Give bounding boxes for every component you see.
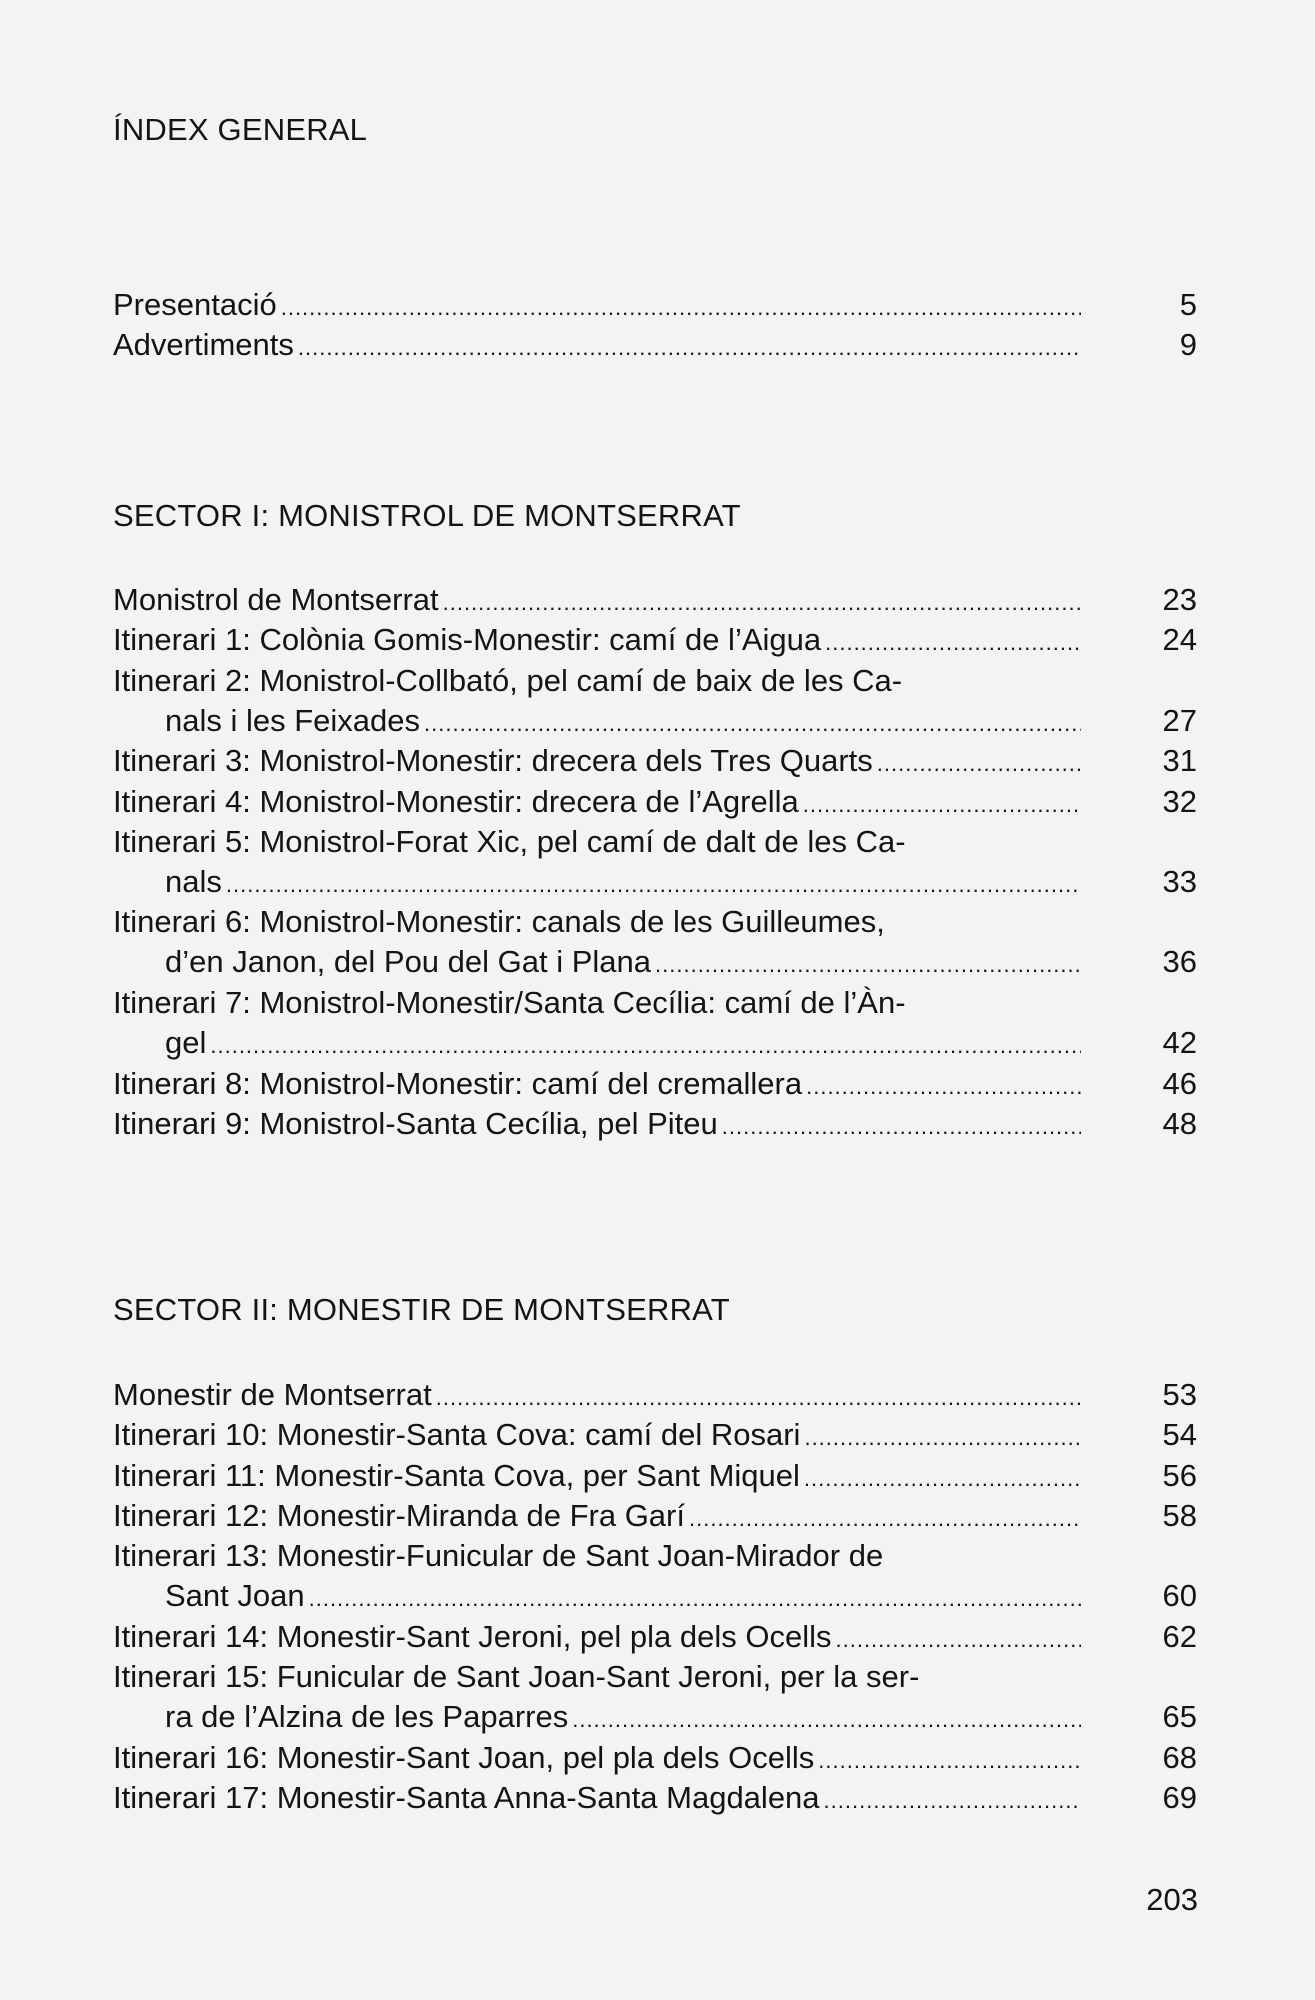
dot-leader [824, 1778, 1081, 1821]
toc-entry-text: Itinerari 8: Monistrol-Monestir: camí del cremallera [113, 1065, 803, 1101]
toc-entry [113, 1415, 1197, 1455]
toc-entry-line [113, 1778, 1197, 1818]
toc-page-number: 65 [1162, 1699, 1197, 1735]
sector-heading: SECTOR I: MONISTROL DE MONTSERRAT [113, 498, 741, 533]
toc-entry-text: nals [165, 863, 222, 899]
toc-entry-line [113, 1657, 1197, 1697]
toc-page-number: 32 [1162, 783, 1197, 819]
dot-leader [689, 1496, 1081, 1539]
toc-page-number: 58 [1162, 1497, 1197, 1533]
toc-entry-line [113, 1536, 1197, 1576]
dot-leader [825, 620, 1081, 663]
toc-entry [113, 782, 1197, 822]
toc-entry-text: Itinerari 10: Monestir-Santa Cova: camí del Rosari [113, 1417, 801, 1453]
dot-leader [281, 285, 1081, 328]
toc-entry-line [113, 862, 1197, 902]
toc-entry [113, 1456, 1197, 1496]
toc-page-number: 42 [1162, 1025, 1197, 1060]
toc-entry [113, 325, 1197, 365]
dot-leader [572, 1697, 1081, 1740]
toc-entry-text: Itinerari 6: Monistrol-Monestir: canals de les Guilleumes, [113, 904, 885, 940]
toc-entry-line [113, 1456, 1197, 1496]
dot-leader [877, 741, 1081, 784]
toc-page-number: 53 [1162, 1377, 1197, 1412]
page-number: 203 [1146, 1882, 1198, 1917]
toc-entry-text: Itinerari 17: Monestir-Santa Anna-Santa Magdalena [113, 1780, 820, 1815]
toc-entry [113, 1738, 1197, 1778]
dot-leader [226, 862, 1081, 905]
toc-entry-text: gel [165, 1025, 207, 1060]
toc-page-number: 69 [1162, 1780, 1197, 1815]
toc-entry-text: Itinerari 9: Monistrol-Santa Cecília, pel Piteu [113, 1105, 718, 1141]
toc-entry [113, 580, 1197, 620]
toc-entry-text: Itinerari 2: Monistrol-Collbató, pel camí de baix de les Ca- [113, 662, 903, 698]
dot-leader [818, 1738, 1081, 1781]
toc-entry-line [113, 1576, 1197, 1616]
toc-entry-line [113, 942, 1197, 982]
toc-entry-text: Itinerari 3: Monistrol-Monestir: drecera dels Tres Quarts [113, 743, 873, 779]
toc-entry-text: Itinerari 1: Colònia Gomis-Monestir: camí de l’Aigua [113, 622, 822, 658]
toc-entry-line [113, 1496, 1197, 1536]
toc-page-number: 60 [1162, 1578, 1197, 1614]
toc-entry-line [113, 822, 1197, 862]
toc-page-number: 36 [1162, 944, 1197, 980]
toc-entry-line [113, 325, 1197, 365]
dot-leader [210, 1023, 1081, 1066]
toc-entry [113, 661, 1197, 741]
toc-entry-text: Itinerari 14: Monestir-Sant Jeroni, pel pla dels Ocells [113, 1618, 832, 1654]
toc-page-number: 9 [1179, 327, 1197, 363]
index-title: ÍNDEX GENERAL [113, 112, 368, 147]
toc-entry-line [113, 285, 1197, 325]
dot-leader [722, 1104, 1081, 1147]
toc-entry-text: Itinerari 12: Monestir-Miranda de Fra Garí [113, 1497, 685, 1533]
dot-leader [443, 580, 1081, 623]
toc-entry [113, 620, 1197, 660]
toc-entry-text: Itinerari 16: Monestir-Sant Joan, pel pla dels Ocells [113, 1739, 815, 1775]
toc-entry-text: Itinerari 15: Funicular de Sant Joan-Sant Jeroni, per la ser- [113, 1659, 920, 1695]
toc-page-number: 46 [1162, 1065, 1197, 1101]
toc-page-number: 68 [1162, 1739, 1197, 1775]
toc-entry [113, 1104, 1197, 1144]
dot-leader [804, 1456, 1081, 1499]
toc-page-number: 48 [1162, 1105, 1197, 1141]
toc-entry-text: Monistrol de Montserrat [113, 582, 439, 617]
toc-page-number: 27 [1162, 702, 1197, 738]
toc-page-number: 62 [1162, 1618, 1197, 1654]
toc-entry-text: Monestir de Montserrat [113, 1377, 432, 1412]
toc-entry [113, 285, 1197, 325]
toc-entry-line [113, 620, 1197, 660]
toc-entry [113, 1536, 1197, 1616]
dot-leader [804, 1415, 1081, 1458]
toc-entry-text: ra de l’Alzina de les Paparres [165, 1699, 569, 1735]
toc-entry [113, 1657, 1197, 1737]
dot-leader [803, 782, 1081, 825]
toc-entry [113, 1617, 1197, 1657]
toc-entry-text: Itinerari 5: Monistrol-Forat Xic, pel camí de dalt de les Ca- [113, 823, 906, 859]
toc-entry-text: Presentació [113, 287, 277, 322]
dot-leader [806, 1064, 1081, 1107]
toc-page-number: 33 [1162, 863, 1197, 899]
toc-page-number: 31 [1162, 743, 1197, 779]
toc-entry-line [113, 1738, 1197, 1778]
dot-leader [436, 1375, 1081, 1418]
toc-entry-line [113, 1023, 1197, 1063]
dot-leader [655, 942, 1081, 985]
dot-leader [309, 1576, 1081, 1619]
toc-entry-text: Itinerari 4: Monistrol-Monestir: drecera de l’Agrella [113, 783, 799, 819]
toc-entry [113, 1778, 1197, 1818]
toc-entry-line [113, 1697, 1197, 1737]
toc-entry [113, 741, 1197, 781]
toc-entry-text: d’en Janon, del Pou del Gat i Plana [165, 944, 652, 980]
toc-entry [113, 822, 1197, 902]
toc-entry-line [113, 1064, 1197, 1104]
toc-entry-line [113, 1415, 1197, 1455]
toc-entry-line [113, 701, 1197, 741]
toc-page-number: 54 [1162, 1417, 1197, 1453]
toc-entry [113, 1375, 1197, 1415]
toc-entry-text: Advertiments [113, 327, 294, 363]
toc-entry-line [113, 1375, 1197, 1415]
toc-entry-text: Itinerari 11: Monestir-Santa Cova, per Sant Miquel [113, 1457, 800, 1493]
toc-entry-line [113, 1617, 1197, 1657]
dot-leader [298, 325, 1081, 368]
toc-page-number: 56 [1162, 1457, 1197, 1493]
dot-leader [836, 1617, 1082, 1660]
toc-page-number: 5 [1179, 287, 1197, 322]
toc-entry-line [113, 661, 1197, 701]
toc-page-number: 23 [1162, 582, 1197, 617]
dot-leader [424, 701, 1081, 744]
toc-entry-text: Itinerari 13: Monestir-Funicular de Sant Joan-Mirador de [113, 1538, 884, 1574]
toc-entry [113, 902, 1197, 982]
toc-entry-text: Itinerari 7: Monistrol-Monestir/Santa Cecília: camí de l’Àn- [113, 985, 906, 1020]
toc-entry [113, 983, 1197, 1063]
sector-heading: SECTOR II: MONESTIR DE MONTSERRAT [113, 1292, 730, 1327]
toc-entry-line [113, 902, 1197, 942]
toc-page-number: 24 [1162, 622, 1197, 658]
toc-entry-text: nals i les Feixades [165, 702, 421, 738]
toc-entry-line [113, 983, 1197, 1023]
toc-entry-line [113, 741, 1197, 781]
toc-entry-line [113, 1104, 1197, 1144]
toc-entry [113, 1064, 1197, 1104]
toc-entry-line [113, 580, 1197, 620]
toc-entry-text: Sant Joan [165, 1578, 305, 1614]
toc-entry-line [113, 782, 1197, 822]
toc-entry [113, 1496, 1197, 1536]
